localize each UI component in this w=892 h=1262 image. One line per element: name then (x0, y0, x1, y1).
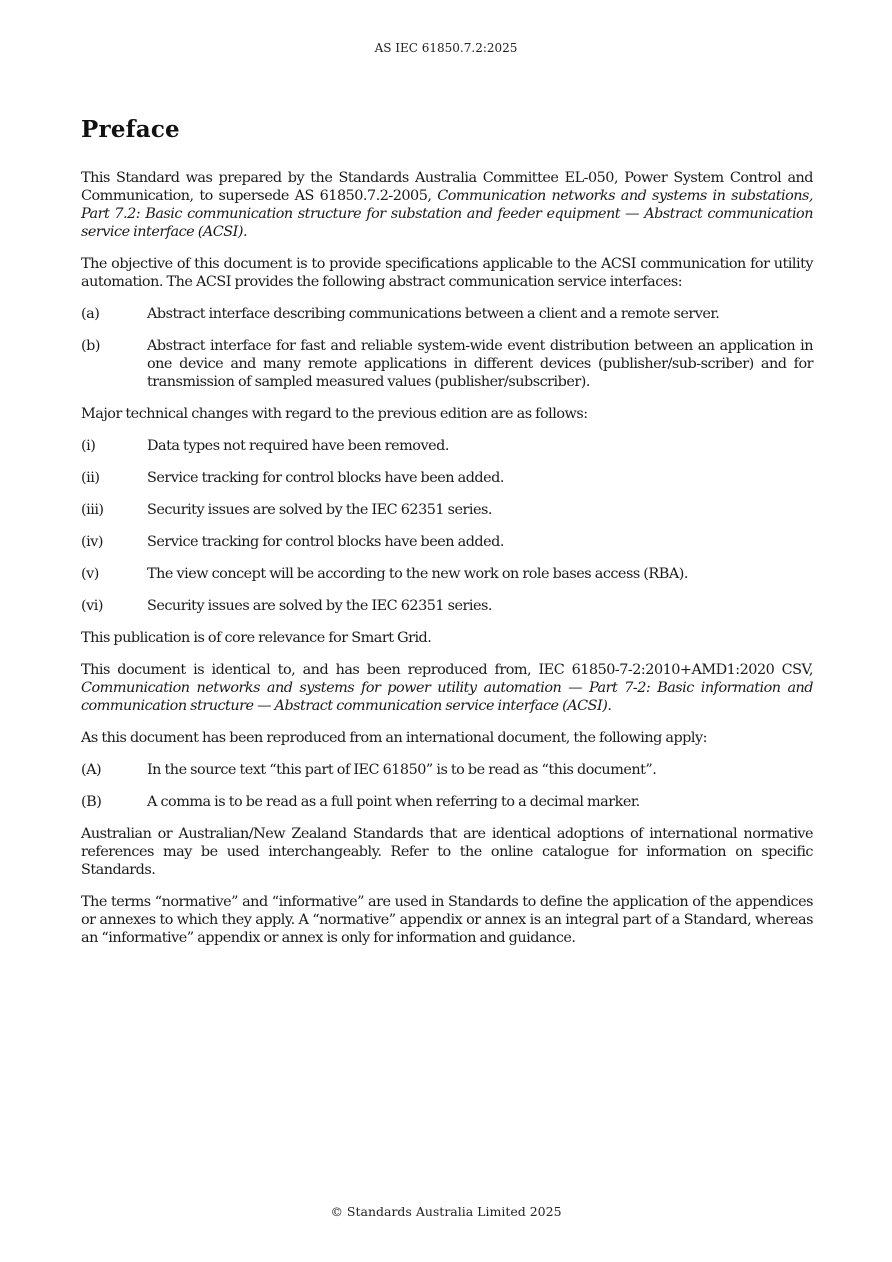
paragraph-committee: This Standard was prepared by the Standards Australia Committee EL-050, Power System Control and Communication, to supersede AS 61850.7.2-2005, Communication networks and systems in substations, Part 7.2: Basic communication structure for substation and feeder equipment — Abstract communication service interface (ACSI). (81, 170, 813, 240)
list-item (81, 761, 813, 779)
list-marker: (b) (81, 338, 100, 354)
list-item (81, 501, 813, 519)
list-marker: (vi) (81, 598, 103, 614)
paragraph-references: Australian or Australian/New Zealand Standards that are identical adoptions of international normative references may be used interchangeably. Refer to the online catalogue for information on specific Standards. (81, 826, 813, 878)
list-marker: (a) (81, 306, 100, 322)
paragraph-objective: The objective of this document is to provide specifications applicable to the ACSI communication for utility automation. The ACSI provides the following abstract communication service interfaces: (81, 256, 813, 290)
list-item (81, 597, 813, 615)
list-marker: (iv) (81, 534, 103, 550)
copyright-footer: © Standards Australia Limited 2025 (330, 1204, 562, 1219)
list-text: Abstract interface describing communications between a client and a remote server. (147, 306, 720, 322)
paragraph-apply-intro: As this document has been reproduced from an international document, the following apply: (81, 730, 707, 746)
list-marker: (i) (81, 438, 96, 454)
list-marker: (B) (81, 794, 102, 810)
list-text: Abstract interface for fast and reliable system-wide event distribution between an application in one device and many remote applications in different devices (publisher/sub-scriber) and for transmission of sampled measured values (publisher/subscriber). (147, 338, 813, 390)
paragraph-identical: This document is identical to, and has been reproduced from, IEC 61850-7-2:2010+AMD1:2020 CSV, Communication networks and systems for power utility automation — Part 7-2: Basic information and communication structure — Abstract communication service interface (ACSI). (81, 662, 813, 714)
list-marker: (v) (81, 566, 99, 582)
paragraph-changes-intro: Major technical changes with regard to the previous edition are as follows: (81, 406, 588, 422)
list-text: Service tracking for control blocks have been added. (147, 534, 504, 550)
list-text: Security issues are solved by the IEC 62351 series. (147, 598, 492, 614)
paragraph-normative: The terms “normative” and “informative” are used in Standards to define the application of the appendices or annexes to which they apply. A “normative” appendix or annex is an integral part of a Standard, whereas an “informative” appendix or annex is only for information and guidance. (81, 894, 813, 946)
list-text: In the source text “this part of IEC 61850” is to be read as “this document”. (147, 762, 657, 778)
preface-body (81, 169, 813, 961)
paragraph-smart-grid: This publication is of core relevance for Smart Grid. (81, 630, 432, 646)
list-text: Data types not required have been removed. (147, 438, 449, 454)
list-marker: (ii) (81, 470, 100, 486)
list-item (81, 533, 813, 551)
list-text: Security issues are solved by the IEC 62351 series. (147, 502, 492, 518)
list-marker: (iii) (81, 502, 104, 518)
list-item (81, 337, 813, 391)
list-text: The view concept will be according to the new work on role bases access (RBA). (147, 566, 688, 582)
list-item (81, 565, 813, 583)
list-item (81, 793, 813, 811)
list-text: Service tracking for control blocks have been added. (147, 470, 504, 486)
running-header: AS IEC 61850.7.2:2025 (374, 41, 518, 55)
list-item (81, 437, 813, 455)
page-title: Preface (81, 116, 180, 143)
list-marker: (A) (81, 762, 102, 778)
list-text: A comma is to be read as a full point when referring to a decimal marker. (147, 794, 640, 810)
list-item (81, 305, 813, 323)
list-item (81, 469, 813, 487)
